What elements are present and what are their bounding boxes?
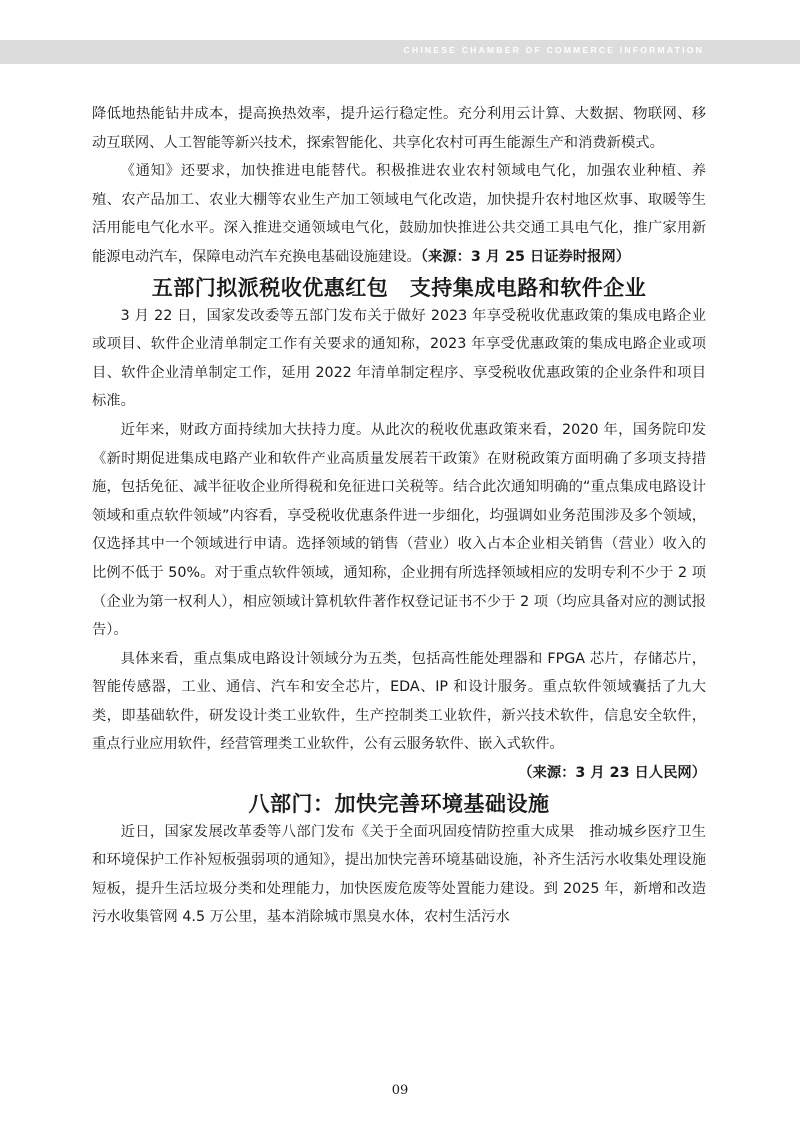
page-number: 09 [391,1083,409,1098]
intro-paragraph-2 [92,157,706,271]
article-1-paragraph-3: 具体来看，重点集成电路设计领域分为五类，包括高性能处理器和 FPGA 芯片，存储芯片，智能传感器，工业、通信、汽车和安全芯片，EDA、IP 和设计服务。重点软件领域囊括了九大类，即基础软件，研发设计类工业软件，生产控制类工业软件，新兴技术软件，信息安全软件，重点行业应用软件，经营管理类工业软件，公有云服务软件、嵌入式软件。 [92,650,706,753]
intro-paragraph-2-text: 《通知》还要求，加快推进电能替代。积极推进农业农村领域电气化，加强农业种植、养殖、农产品加工、农业大棚等农业生产加工领域电气化改造，加快提升农村地区炊事、取暖等生活用能电气化水平。深入推进交通领域电气化，鼓励加快推进公共交通工具电气化，推广家用新能源电动汽车，保障电动汽车充换电基础设施建设。 [92,163,706,265]
article-2-paragraph-1: 近日，国家发展改革委等八部门发布《关于全面巩固疫情防控重大成果 推动城乡医疗卫生和环境保护工作补短板强弱项的通知》，提出加快完善环境基础设施，补齐生活污水收集处理设施短板，提升生活垃圾分类和处理能力，加快医废危废等处置能力建设。到 2025 年，新增和改造污水收集管网 4.5 万公里，基本消除城市黑臭水体，农村生活污水 [92,823,706,926]
intro-paragraph-1: 降低地热能钻井成本，提高换热效率，提升运行稳定性。充分利用云计算、大数据、物联网、移动互联网、人工智能等新兴技术，探索智能化、共享化农村可再生能源生产和消费新模式。 [92,106,706,151]
article-1-source: （来源：3 月 23 日人民网） [518,765,706,782]
article-2-title: 八部门：加快完善环境基础设施 [248,791,550,816]
running-header: CHINESE CHAMBER OF COMMERCE INFORMATION [403,45,704,55]
article-1-title: 五部门拟派税收优惠红包 支持集成电路和软件企业 [151,275,647,300]
article-1-paragraph-1: 3 月 22 日，国家发改委等五部门发布关于做好 2023 年享受税收优惠政策的集成电路企业或项目、软件企业清单制定工作有关要求的通知称，2023 年享受优惠政策的集成电路企业或项目、软件企业清单制定工作，延用 2022 年清单制定程序、享受税收优惠政策的企业条件和项目标准。 [92,307,706,410]
intro-source: （来源：3 月 25 日证券时报网） [420,248,631,265]
article-1-paragraph-2: 近年来，财政方面持续加大扶持力度。从此次的税收优惠政策来看，2020 年，国务院印发《新时期促进集成电路产业和软件产业高质量发展若干政策》在财税政策方面明确了多项支持措施，包括免征、减半征收企业所得税和免征进口关税等。结合此次通知明确的“重点集成电路设计领域和重点软件领域”内容看，享受税收优惠条件进一步细化，均强调如业务范围涉及多个领域，仅选择其中一个领域进行申请。选择领域的销售（营业）收入占本企业相关销售（营业）收入的比例不低于 50%。对于重点软件领域，通知称，企业拥有所选择领域相应的发明专利不少于 2 项（企业为第一权利人），相应领域计算机软件著作权登记证书不少于 2 项（均应具备对应的测试报告）。 [92,421,706,639]
page-content [92,100,706,932]
